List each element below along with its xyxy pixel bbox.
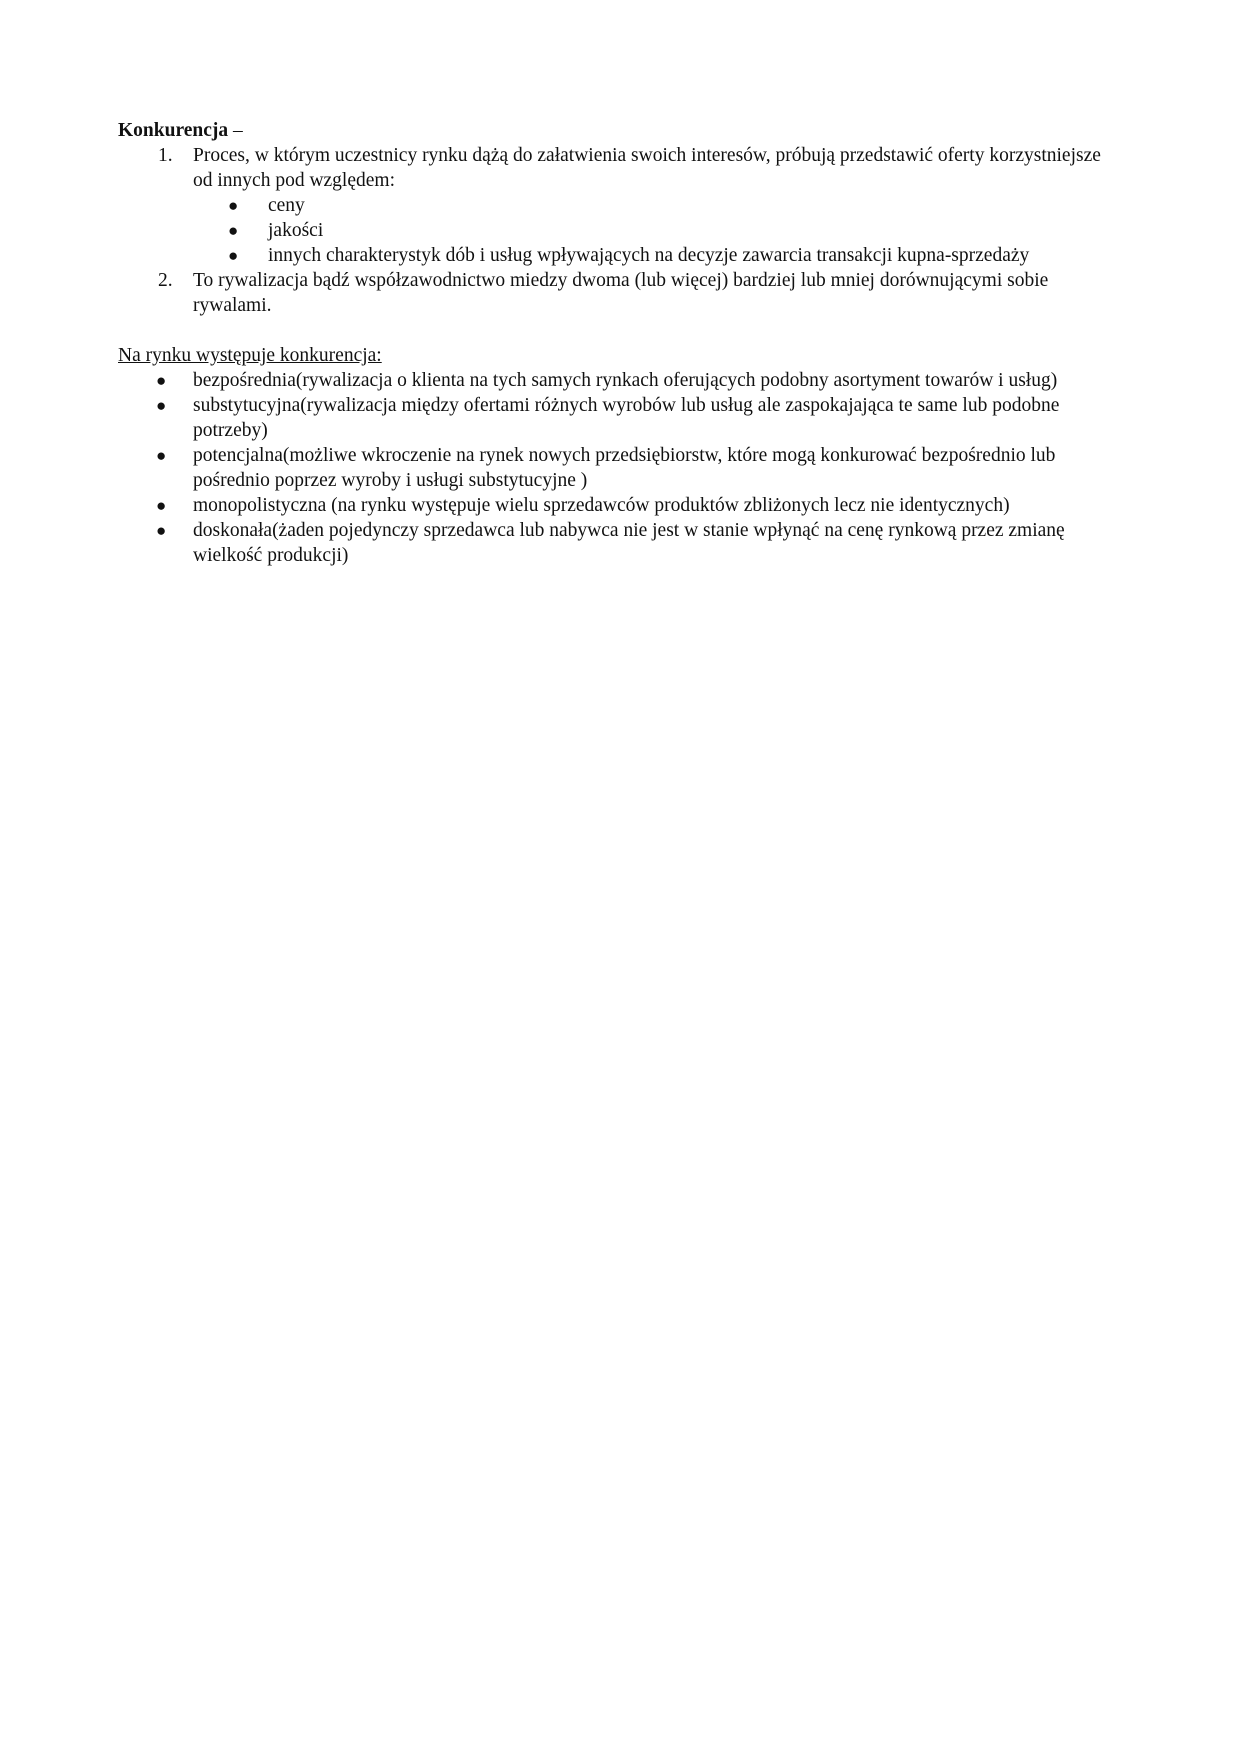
competition-type-text: potencjalna(możliwe wkroczenie na rynek nowych przedsiębiorstw, które mogą konkurować bezpośrednio lub pośrednio poprzez wyroby i usługi substytucyjne )	[193, 445, 1056, 491]
bullet-icon: ●	[228, 221, 239, 240]
list-number: 1.	[158, 145, 173, 166]
criteria-text: ceny	[268, 195, 305, 216]
competition-type-item	[118, 518, 1123, 568]
definition-list	[118, 143, 1123, 318]
competition-type-text: monopolistyczna (na rynku występuje wielu sprzedawców produktów zbliżonych lecz nie identycznych)	[193, 495, 1010, 516]
criteria-item	[193, 218, 1123, 243]
criteria-text: jakości	[268, 220, 324, 241]
document-page	[118, 118, 1123, 568]
list-number: 2.	[158, 270, 173, 291]
competition-type-item	[118, 443, 1123, 493]
competition-types-list	[118, 368, 1123, 568]
definition-item	[118, 143, 1123, 268]
paragraph-spacer	[118, 318, 1123, 343]
criteria-text: innych charakterystyk dób i usług wpływających na decyzje zawarcia transakcji kupna-sprzedaży	[268, 245, 1030, 266]
bullet-icon: ●	[228, 196, 239, 215]
criteria-item	[193, 243, 1123, 268]
document-heading	[118, 118, 1123, 143]
bullet-icon: ●	[156, 446, 167, 465]
bullet-icon: ●	[156, 496, 167, 515]
competition-type-item	[118, 493, 1123, 518]
criteria-item	[193, 193, 1123, 218]
definition-item	[118, 268, 1123, 318]
bullet-icon: ●	[156, 371, 167, 390]
competition-type-text: doskonała(żaden pojedynczy sprzedawca lub nabywca nie jest w stanie wpłynąć na cenę rynkową przez zmianę wielkość produkcji)	[193, 520, 1065, 566]
criteria-list	[193, 193, 1123, 268]
competition-type-item	[118, 393, 1123, 443]
heading-dash: –	[228, 120, 243, 141]
competition-type-text: substytucyjna(rywalizacja między ofertami różnych wyrobów lub usług ale zaspokajająca te same lub podobne potrzeby)	[193, 395, 1060, 441]
heading-title: Konkurencja	[118, 120, 229, 141]
bullet-icon: ●	[156, 521, 167, 540]
bullet-icon: ●	[228, 246, 239, 265]
definition-text: Proces, w którym uczestnicy rynku dążą do załatwienia swoich interesów, próbują przedstawić oferty korzystniejsze od innych pod względem:	[193, 145, 1101, 191]
section-title: Na rynku występuje konkurencja:	[118, 345, 382, 366]
definition-text: To rywalizacja bądź współzawodnictwo miedzy dwoma (lub więcej) bardziej lub mniej dorównującymi sobie rywalami.	[193, 270, 1049, 316]
bullet-icon: ●	[156, 396, 167, 415]
competition-type-text: bezpośrednia(rywalizacja o klienta na tych samych rynkach oferujących podobny asortyment towarów i usług)	[193, 370, 1058, 391]
competition-type-item	[118, 368, 1123, 393]
